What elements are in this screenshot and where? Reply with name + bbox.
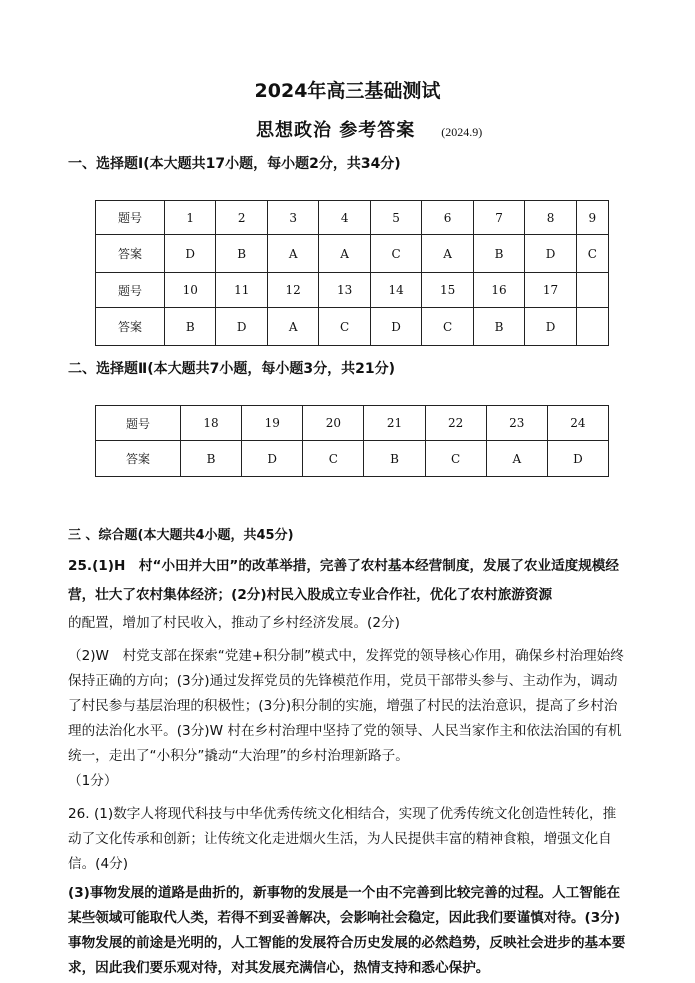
question-number: 1 [165, 201, 216, 235]
document-subtitle [256, 116, 482, 142]
question-number: 4 [319, 201, 370, 235]
question-number: 20 [303, 406, 364, 441]
question-number: 21 [364, 406, 425, 441]
question-number: 8 [525, 201, 576, 235]
answer-cell: A [319, 235, 370, 273]
answer-cell: D [165, 235, 216, 273]
question-number [576, 273, 608, 308]
question-number: 19 [242, 406, 303, 441]
question-number: 18 [181, 406, 242, 441]
answer-cell: B [216, 235, 267, 273]
answer-cell: C [370, 235, 421, 273]
question-number: 3 [267, 201, 318, 235]
row-label: 题号 [96, 273, 165, 308]
table-row [96, 406, 609, 441]
answer-cell: D [216, 308, 267, 346]
answer-cell: C [422, 308, 473, 346]
question-number: 2 [216, 201, 267, 235]
table-row [96, 201, 609, 235]
row-label: 答案 [96, 308, 165, 346]
answer-table-1 [95, 200, 609, 346]
subtitle-text: 思想政治 参考答案 [256, 120, 416, 141]
answer-cell: D [547, 441, 608, 477]
row-label: 答案 [96, 235, 165, 273]
question-number: 5 [370, 201, 421, 235]
q25-part1-answer: 25.(1)H 村“小田并大田”的改革举措，完善了农村基本经营制度，发展了农业适度规模经营，壮大了农村集体经济；(2分)村民入股成立专业合作社，优化了农村旅游资源 [68, 558, 619, 603]
answer-cell: C [425, 441, 486, 477]
answer-cell [576, 308, 608, 346]
question-number: 7 [473, 201, 524, 235]
section1-heading: 一、选择题Ⅰ(本大题共17小题，每小题2分，共34分) [68, 156, 401, 172]
q25-part2-score: （1分） [68, 773, 118, 789]
answer-cell: A [267, 235, 318, 273]
answer-cell: A [267, 308, 318, 346]
answer-table-2 [95, 405, 609, 477]
question-number: 23 [486, 406, 547, 441]
answer-cell: A [486, 441, 547, 477]
answer-cell: B [181, 441, 242, 477]
table-row [96, 273, 609, 308]
question-number: 24 [547, 406, 608, 441]
q25-part1-continuation: 的配置，增加了村民收入，推动了乡村经济发展。(2分) [68, 615, 400, 631]
document-date: (2024.9) [441, 125, 483, 139]
table-row [96, 441, 609, 477]
question-number: 17 [525, 273, 576, 308]
question-number: 15 [422, 273, 473, 308]
answer-cell: B [473, 235, 524, 273]
document-title: 2024年高三基础测试 [254, 80, 441, 102]
row-label: 题号 [96, 406, 181, 441]
answer-cell: C [319, 308, 370, 346]
question-number: 12 [267, 273, 318, 308]
answer-cell: D [525, 308, 576, 346]
question-number: 16 [473, 273, 524, 308]
q25-part2-answer: （2)W 村党支部在探索“党建+积分制”模式中，发挥党的领导核心作用，确保乡村治理始终保持正确的方向；(3分)通过发挥党员的先锋模范作用，党员干部带头参与、主动作为，调动了村民参与基层治理的积极性；(3分)积分制的实施，增强了村民的法治意识，提高了乡村治理的法治化水平。(3分)W 村在乡村治理中坚持了党的领导、人民当家作主和依法治国的有机统一，走出了“小积分”撬动“大治理”的乡村治理新路子。 [68, 648, 624, 764]
answer-cell: B [165, 308, 216, 346]
answer-cell: C [576, 235, 608, 273]
question-number: 6 [422, 201, 473, 235]
question-number: 13 [319, 273, 370, 308]
question-number: 11 [216, 273, 267, 308]
answer-cell: B [364, 441, 425, 477]
row-label: 答案 [96, 441, 181, 477]
answer-cell: A [422, 235, 473, 273]
answer-cell: B [473, 308, 524, 346]
question-number: 10 [165, 273, 216, 308]
answer-cell: D [525, 235, 576, 273]
row-label: 题号 [96, 201, 165, 235]
q26-part3-answer: (3)事物发展的道路是曲折的，新事物的发展是一个由不完善到比较完善的过程。人工智能在某些领域可能取代人类，若得不到妥善解决，会影响社会稳定，因此我们要谨慎对待。(3分)事物发展的前途是光明的，人工智能的发展符合历史发展的必然趋势，反映社会进步的基本要求，因此我们要乐观对待，对其发展充满信心，热情支持和悉心保护。 [68, 885, 626, 976]
table-row [96, 308, 609, 346]
question-number: 9 [576, 201, 608, 235]
section3-heading: 三 、综合题(本大题共4小题，共45分) [68, 528, 294, 543]
answer-cell: D [242, 441, 303, 477]
answer-cell: C [303, 441, 364, 477]
question-number: 14 [370, 273, 421, 308]
answer-cell: D [370, 308, 421, 346]
table-row [96, 235, 609, 273]
section2-heading: 二、选择题Ⅱ(本大题共7小题，每小题3分，共21分) [68, 361, 395, 377]
question-number: 22 [425, 406, 486, 441]
q26-part1-answer: 26. (1)数字人将现代科技与中华优秀传统文化相结合，实现了优秀传统文化创造性转化，推动了文化传承和创新；让传统文化走进烟火生活，为人民提供丰富的精神食粮，增强文化自信。(4分) [68, 806, 617, 872]
